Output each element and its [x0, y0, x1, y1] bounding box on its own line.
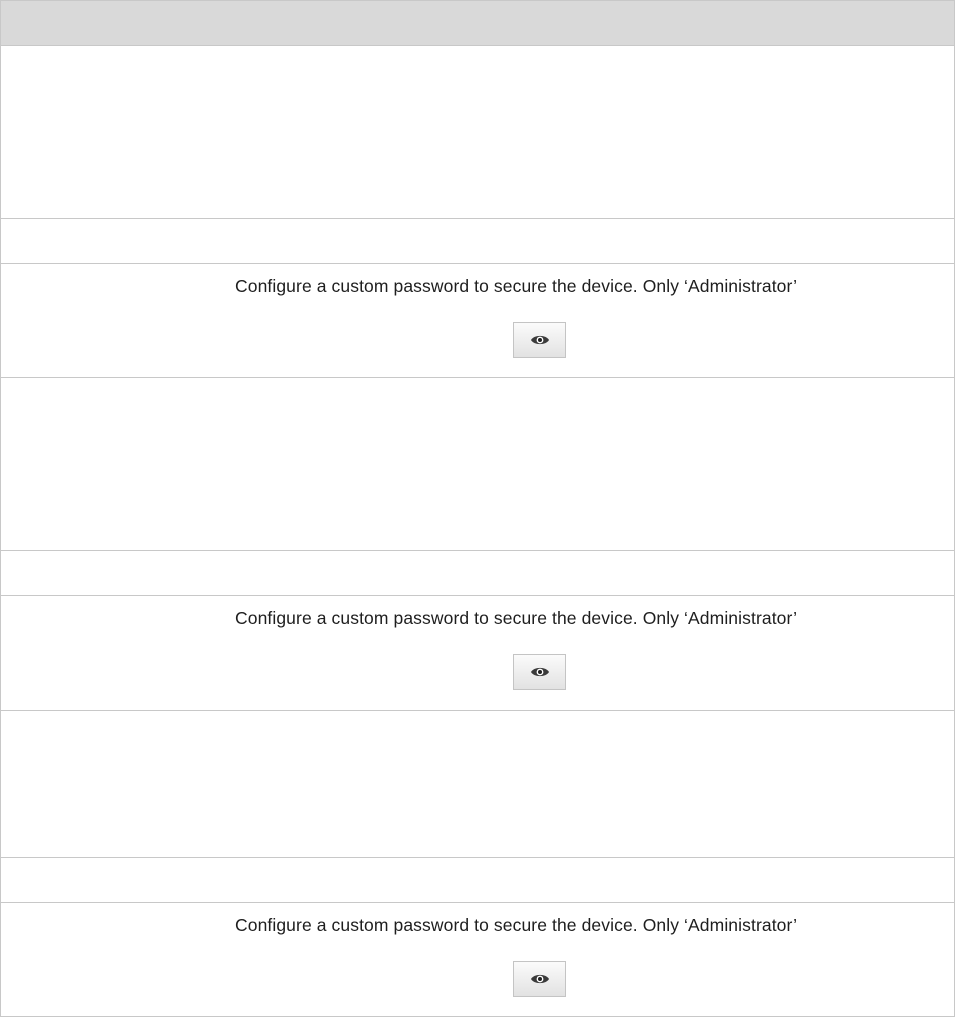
table-header-row [0, 0, 955, 46]
blank-row [0, 711, 955, 858]
show-password-button[interactable] [513, 961, 566, 997]
eye-icon [530, 333, 550, 347]
show-password-button[interactable] [513, 654, 566, 690]
password-description: Configure a custom password to secure the device. Only ‘Administrator’ [235, 608, 798, 628]
blank-row [0, 858, 955, 903]
password-description: Configure a custom password to secure the device. Only ‘Administrator’ [235, 915, 798, 935]
show-password-button[interactable] [513, 322, 566, 358]
blank-row [0, 46, 955, 219]
password-description: Configure a custom password to secure the device. Only ‘Administrator’ [235, 276, 798, 296]
password-row [0, 596, 955, 711]
password-row [0, 264, 955, 378]
blank-row [0, 378, 955, 551]
password-row [0, 903, 955, 1017]
eye-icon [530, 665, 550, 679]
blank-row [0, 551, 955, 596]
blank-row [0, 219, 955, 264]
eye-icon [530, 972, 550, 986]
